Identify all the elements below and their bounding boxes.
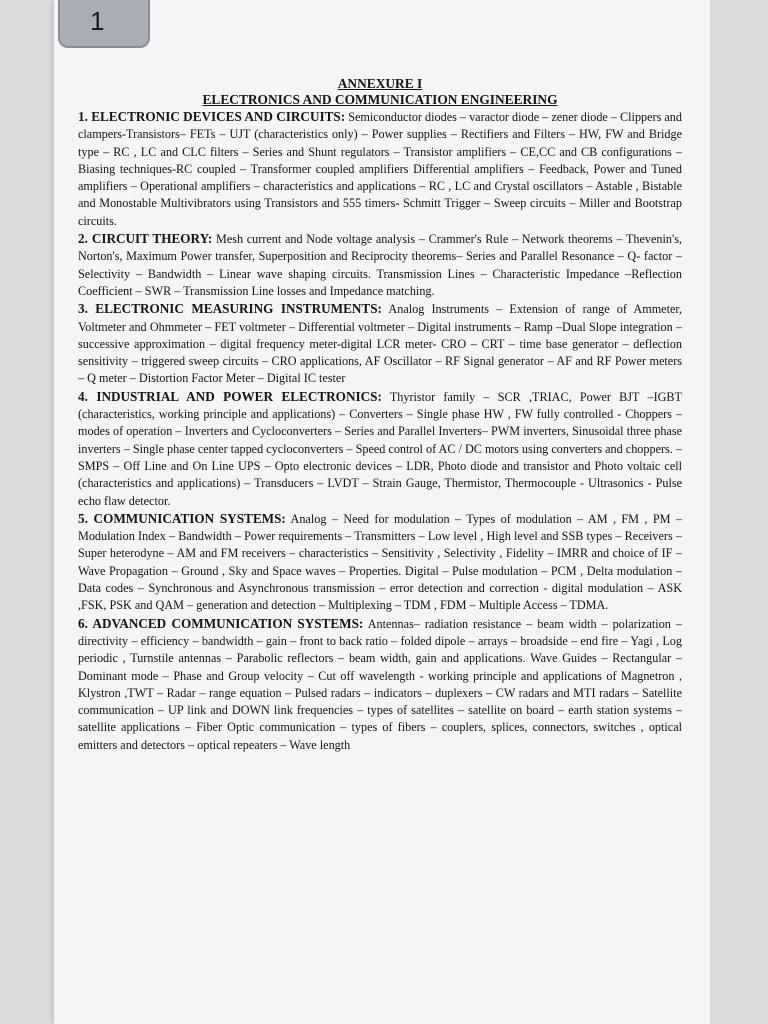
section-text: Thyristor family – SCR ,TRIAC, Power BJT –IGBT (characteristics, working principle and applications) – Converters – Single phase HW , FW fully controlled - Choppers – modes of operation – Inverters and Cycloconverters – Series and Parallel Inverters– PWM inverters, Sinusoidal three phase inverters – Single phase center tapped cycloconverters – Speed control of AC / DC motors using converters and choppers. – SMPS – Off Line and On Line UPS – Opto electronic devices – LDR, Photo diode and transistor and Photo voltaic cell (characteristics and applications) – Transducers – LVDT – Strain Gauge, Thermistor, Thermocouple - Ultrasonics - Pulse echo flaw detector. bbox=[78, 389, 682, 508]
section-text: Semiconductor diodes – varactor diode – zener diode – Clippers and clampers-Transistors– FETs – UJT (characteristics only) – Power supplies – Rectifiers and Filters – HW, FW and Bridge type – RC , LC and CLC filters – Series and Shunt regulators – Transistor amplifiers – CE,CC and CB configurations – Biasing techniques-RC coupled – Transformer coupled amplifiers Differential amplifiers – Feedback, Power and Tuned amplifiers – Operational amplifiers – characteristics and applications – RC , LC and Crystal oscillators – Astable , Bistable and Monostable Multivibrators using Transistors and 555 timers- Schmitt Trigger – Sweep circuits – Miller and Bootstrap circuits. bbox=[78, 110, 682, 228]
section-title: 6. ADVANCED COMMUNICATION SYSTEMS: bbox=[78, 615, 364, 631]
page-number-tab bbox=[58, 0, 150, 48]
subject-title: ELECTRONICS AND COMMUNICATION ENGINEERING bbox=[202, 92, 558, 107]
page-number: 1 bbox=[90, 6, 105, 36]
section-title: 1. ELECTRONIC DEVICES AND CIRCUITS: bbox=[78, 109, 346, 124]
section-text: Antennas– radiation resistance – beam width – polarization – directivity – efficiency – bandwidth – gain – front to back ratio – folded dipole – arrays – broadside – end fire – Yagi , Log periodic , Turnstile antennas – Parabolic reflectors – beam width, gain and applications. Wave Guides – Rectangular – Dominant mode – Phase and Group velocity – Cut off wavelength - working principle and applications of Magnetron , Klystron ,TWT – Radar – range equation – Pulsed radars – indicators – duplexers – CW radars and MTI radars – Satellite communication – UP link and DOWN link frequencies – types of satellites – satellite on board – earth station systems – satellite applications – Fiber Optic communication – types of fibers – couplers, splices, connectors, switches , optical emitters and detectors – optical repeaters – Wave length bbox=[78, 616, 682, 752]
section-measuring-instruments bbox=[78, 300, 682, 387]
section-text: Mesh current and Node voltage analysis – Crammer's Rule – Network theorems – Thevenin's, Norton's, Maximum Power transfer, Superposition and Reciprocity theorems– Series and Parallel Resonance – Q- factor – Selectivity – Bandwidth – Linear wave shaping circuits. Transmission Lines – Characteristic Impedance –Reflection Coefficient – SWR – Transmission Line losses and Impedance matching. bbox=[78, 232, 682, 298]
section-text: Analog Instruments – Extension of range of Ammeter, Voltmeter and Ohmmeter – FET voltmeter – Differential voltmeter – Digital instruments – Ramp –Dual Slope integration – successive approximation – digital frequency meter-digital LCR meter- CRO – CRT – time base generator – deflection sensitivity – triggered sweep circuits – CRO applications, AF Oscillator – RF Signal generator – AF and RF Power meters – Q meter – Distortion Factor Meter – Digital IC tester bbox=[78, 302, 682, 386]
section-circuit-theory bbox=[78, 230, 682, 300]
document-body bbox=[78, 76, 682, 754]
section-text: Analog – Need for modulation – Types of modulation – AM , FM , PM – Modulation Index – Bandwidth – Power requirements – Transmitters – Low level , High level and SSB types – Receivers – Super heterodyne – AM and FM receivers – characteristics – Sensitivity , Selectivity , Fidelity – IMRR and choice of IF – Wave Propagation – Ground , Sky and Space waves – Properties. Digital – Pulse modulation – PCM , Delta modulation – Data codes – Synchronous and Asynchronous transmission – error detection and correction - digital modulation – ASK ,FSK, PSK and QAM – generation and detection – Multiplexing – TDM , FDM – Multiple Access – TDMA. bbox=[78, 511, 682, 613]
section-title: 3. ELECTRONIC MEASURING INSTRUMENTS: bbox=[78, 301, 382, 317]
section-title: 4. INDUSTRIAL AND POWER ELECTRONICS: bbox=[78, 388, 382, 404]
section-title: 2. CIRCUIT THEORY: bbox=[78, 231, 213, 247]
section-communication-systems bbox=[78, 510, 682, 615]
annexure-title: ANNEXURE I bbox=[337, 76, 423, 91]
section-title: 5. COMMUNICATION SYSTEMS: bbox=[78, 510, 286, 526]
section-power-electronics bbox=[78, 388, 682, 510]
section-advanced-communication bbox=[78, 615, 682, 754]
section-electronic-devices bbox=[78, 108, 682, 230]
